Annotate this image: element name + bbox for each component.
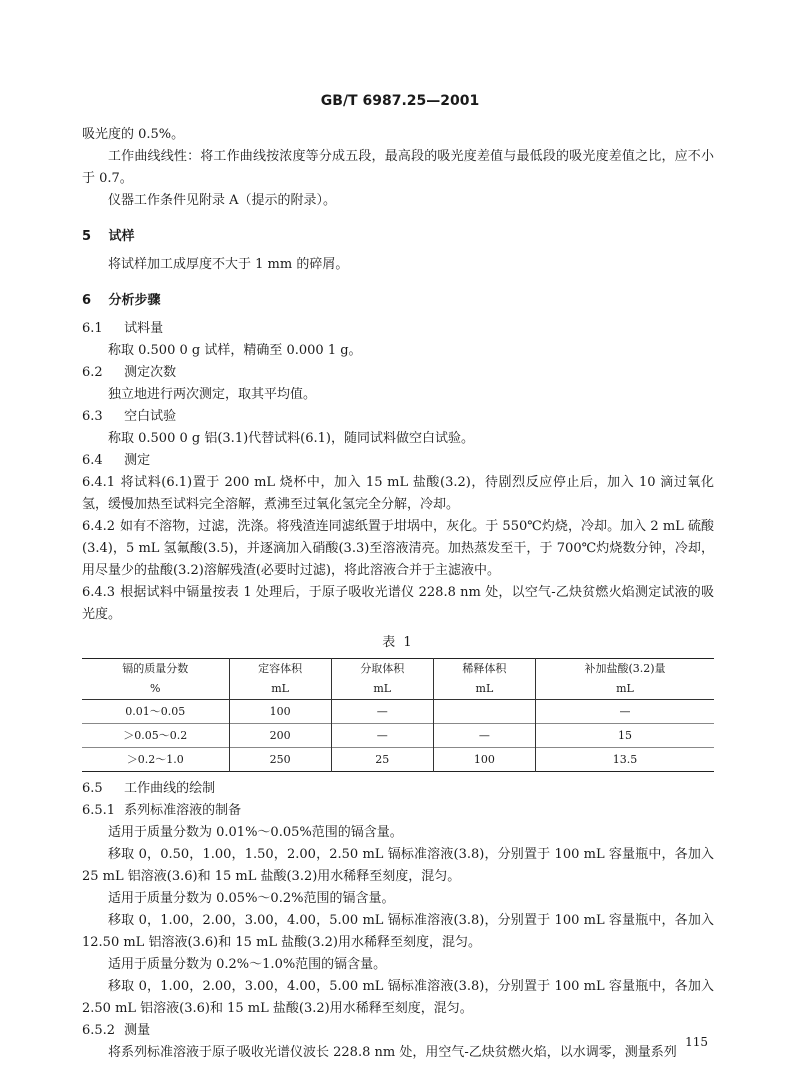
paragraph: 吸光度的 0.5%。 bbox=[82, 127, 185, 142]
table-cell bbox=[433, 700, 535, 724]
table-cell: 15 bbox=[536, 724, 714, 748]
paragraph-6-4-2 bbox=[82, 516, 714, 582]
section-title: 工作曲线的绘制 bbox=[124, 781, 216, 796]
paragraph: 独立地进行两次测定，取其平均值。 bbox=[108, 387, 317, 402]
table-unit-cell: mL bbox=[433, 679, 535, 700]
section-heading-6-3 bbox=[82, 406, 714, 428]
section-title: 测定 bbox=[124, 453, 151, 468]
section-title: 系列标准溶液的制备 bbox=[124, 803, 242, 818]
table-cell: — bbox=[536, 700, 714, 724]
table-cell: ＞0.2～1.0 bbox=[82, 748, 229, 772]
table-cell: 200 bbox=[229, 724, 331, 748]
paragraph-6-4-1 bbox=[82, 472, 714, 516]
section-number: 5 bbox=[82, 229, 92, 244]
table-header-cell: 补加盐酸(3.2)量 bbox=[536, 659, 714, 680]
section-heading-6-2 bbox=[82, 362, 714, 384]
paragraph: 将系列标准溶液于原子吸收光谱仪波长 228.8 nm 处，用空气-乙炔贫燃火焰，以水调零，测量系列 bbox=[108, 1045, 677, 1060]
table-cell: — bbox=[433, 724, 535, 748]
table-cell: 250 bbox=[229, 748, 331, 772]
section-heading-5 bbox=[82, 226, 714, 248]
paragraph: 移取 0，0.50，1.00，1.50，2.00，2.50 mL 镉标准溶液(3.8)，分别置于 100 mL 容量瓶中，各加入 25 mL 铝溶液(3.6)和 15 mL 盐酸(3.2)用水稀释至刻度，混匀。 bbox=[82, 847, 714, 884]
table-cell: 100 bbox=[433, 748, 535, 772]
table-cell: 100 bbox=[229, 700, 331, 724]
section-heading-6-5 bbox=[82, 778, 714, 800]
table-header-cell: 分取体积 bbox=[331, 659, 433, 680]
table-unit-cell: mL bbox=[536, 679, 714, 700]
table-cell: 13.5 bbox=[536, 748, 714, 772]
paragraph: 将试样加工成厚度不大于 1 mm 的碎屑。 bbox=[108, 257, 349, 272]
table-unit-cell: % bbox=[82, 679, 229, 700]
table-header-row bbox=[82, 659, 714, 680]
paragraph-text: 如有不溶物，过滤，洗涤。将残渣连同滤纸置于坩埚中，灰化。于 550℃灼烧，冷却。加入 2 mL 硫酸(3.4)，5 mL 氢氟酸(3.5)，并逐滴加入硝酸(3.3)至溶液清亮。加热蒸发至干，于 700℃灼烧数分钟，冷却，用尽量少的盐酸(3.2)溶解残渣(必要时过滤)，将此溶液合并于主滤液中。 bbox=[82, 519, 714, 578]
section-number: 6.2 bbox=[82, 365, 103, 380]
section-number: 6.4.1 bbox=[82, 475, 116, 490]
section-number: 6.5 bbox=[82, 781, 103, 796]
section-heading-6-1 bbox=[82, 318, 714, 340]
standard-number-header: GB/T 6987.25—2001 bbox=[320, 93, 480, 109]
paragraph: 称取 0.500 0 g 铝(3.1)代替试料(6.1)，随同试料做空白试验。 bbox=[108, 431, 474, 446]
section-number: 6.4.2 bbox=[82, 519, 116, 534]
table-unit-cell: mL bbox=[229, 679, 331, 700]
table-cell: — bbox=[331, 724, 433, 748]
paragraph: 移取 0，1.00，2.00，3.00，4.00，5.00 mL 镉标准溶液(3.8)，分别置于 100 mL 容量瓶中，各加入 2.50 mL 铝溶液(3.6)和 15 mL 盐酸(3.2)用水稀释至刻度，混匀。 bbox=[82, 979, 714, 1016]
table-cell: — bbox=[331, 700, 433, 724]
section-number: 6.4.3 bbox=[82, 585, 116, 600]
section-title: 试料量 bbox=[124, 321, 164, 336]
page-content bbox=[82, 124, 714, 1064]
paragraph: 仪器工作条件见附录 A（提示的附录）。 bbox=[108, 193, 337, 208]
paragraph-text: 根据试料中镉量按表 1 处理后，于原子吸收光谱仪 228.8 nm 处，以空气-乙炔贫燃火焰测定试液的吸光度。 bbox=[82, 585, 714, 622]
table-1 bbox=[82, 658, 714, 772]
paragraph: 适用于质量分数为 0.01%～0.05%范围的镉含量。 bbox=[108, 825, 403, 840]
section-heading-6-5-2 bbox=[82, 1020, 714, 1042]
section-title: 测定次数 bbox=[124, 365, 177, 380]
section-title: 试样 bbox=[108, 229, 135, 244]
table-row bbox=[82, 700, 714, 724]
section-number: 6.5.2 bbox=[82, 1023, 116, 1038]
paragraph: 适用于质量分数为 0.05%～0.2%范围的镉含量。 bbox=[108, 891, 395, 906]
table-caption: 表 1 bbox=[382, 635, 414, 650]
paragraph: 适用于质量分数为 0.2%～1.0%范围的镉含量。 bbox=[108, 957, 387, 972]
paragraph: 移取 0，1.00，2.00，3.00，4.00，5.00 mL 镉标准溶液(3.8)，分别置于 100 mL 容量瓶中，各加入 12.50 mL 铝溶液(3.6)和 15 mL 盐酸(3.2)用水稀释至刻度，混匀。 bbox=[82, 913, 714, 950]
section-heading-6-4 bbox=[82, 450, 714, 472]
table-cell: 25 bbox=[331, 748, 433, 772]
section-title: 空白试验 bbox=[124, 409, 177, 424]
paragraph: 称取 0.500 0 g 试样，精确至 0.000 1 g。 bbox=[108, 343, 362, 358]
table-cell: ＞0.05～0.2 bbox=[82, 724, 229, 748]
table-header-cell: 定容体积 bbox=[229, 659, 331, 680]
paragraph: 工作曲线线性：将工作曲线按浓度等分成五段，最高段的吸光度差值与最低段的吸光度差值之比，应不小于 0.7。 bbox=[82, 149, 714, 186]
table-row bbox=[82, 724, 714, 748]
section-heading-6-5-1 bbox=[82, 800, 714, 822]
section-number: 6.4 bbox=[82, 453, 103, 468]
table-header-cell: 稀释体积 bbox=[433, 659, 535, 680]
section-number: 6 bbox=[82, 293, 92, 308]
section-title: 测量 bbox=[124, 1023, 151, 1038]
paragraph-text: 将试料(6.1)置于 200 mL 烧杯中，加入 15 mL 盐酸(3.2)，待剧烈反应停止后，加入 10 滴过氧化氢，缓慢加热至试料完全溶解，煮沸至过氧化氢完全分解，冷却。 bbox=[82, 475, 714, 512]
section-title: 分析步骤 bbox=[108, 293, 161, 308]
page-number: 115 bbox=[685, 1035, 708, 1049]
section-number: 6.1 bbox=[82, 321, 103, 336]
table-header-cell: 镉的质量分数 bbox=[82, 659, 229, 680]
table-row bbox=[82, 748, 714, 772]
section-number: 6.3 bbox=[82, 409, 103, 424]
table-cell: 0.01～0.05 bbox=[82, 700, 229, 724]
table-unit-cell: mL bbox=[331, 679, 433, 700]
section-heading-6 bbox=[82, 290, 714, 312]
paragraph-6-4-3 bbox=[82, 582, 714, 626]
section-number: 6.5.1 bbox=[82, 803, 116, 818]
table-unit-row bbox=[82, 679, 714, 700]
